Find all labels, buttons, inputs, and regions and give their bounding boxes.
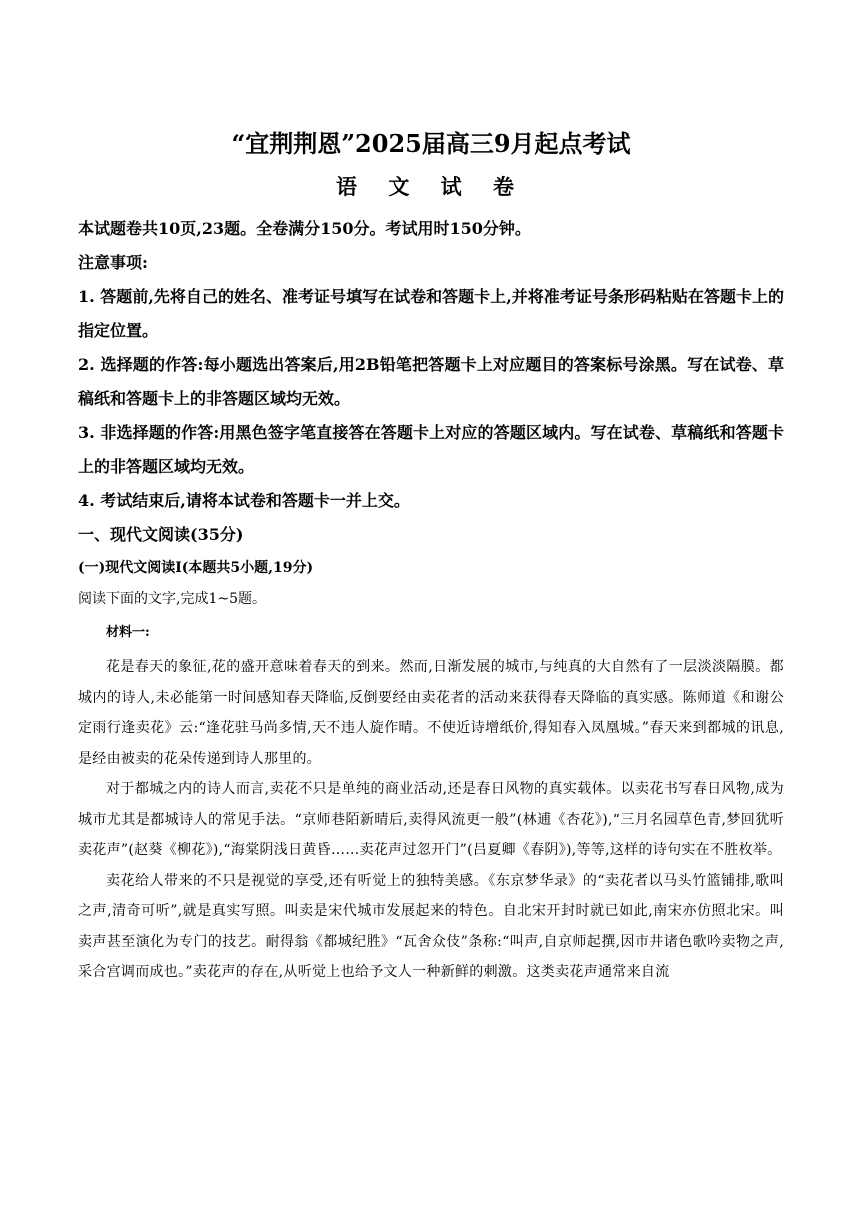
subsection-heading: (一)现代文阅读Ⅰ(本题共5小题,19分) (78, 560, 314, 576)
exam-subtitle: 语 文 试 卷 (336, 174, 526, 199)
notice-item-3: 3. 非选择题的作答:用黑色签字笔直接答在答题卡上对应的答题区域内。写在试卷、草稿纸和答题卡上的非答题区域均无效。 (78, 423, 784, 476)
exam-title: “宜荆荆恩”2025届高三9月起点考试 (231, 129, 631, 158)
material-label: 材料一: (106, 625, 150, 640)
paragraph-1: 花是春天的象征,花的盛开意味着春天的到来。然而,日渐发展的城市,与纯真的大自然有了一层淡淡隔膜。都城内的诗人,未必能第一时间感知春天降临,反倒要经由卖花者的活动来获得春天降临的真实感。陈师道《和谢公定雨行逢卖花》云:“逢花驻马尚多情,天不违人旋作晴。不使近诗增纸价,得知春入凤凰城。”春天来到都城的讯息,是经由被卖的花朵传递到诗人那里的。 (78, 659, 784, 767)
notice-item-2: 2. 选择题的作答:每小题选出答案后,用2B铅笔把答题卡上对应题目的答案标号涂黑。写在试卷、草稿纸和答题卡上的非答题区域均无效。 (78, 355, 784, 408)
notice-item-4: 4. 考试结束后,请将本试卷和答题卡一并上交。 (78, 491, 410, 510)
notice-item-1: 1. 答题前,先将自己的姓名、准考证号填写在试卷和答题卡上,并将准考证号条形码粘贴在答题卡上的指定位置。 (78, 287, 784, 340)
exam-intro: 本试题卷共10页,23题。全卷满分150分。考试用时150分钟。 (78, 219, 531, 238)
notice-heading: 注意事项: (78, 253, 148, 272)
paragraph-3: 卖花给人带来的不只是视觉的享受,还有听觉上的独特美感。《东京梦华录》的“卖花者以马头竹篮铺排,歌叫之声,清奇可听”,就是真实写照。叫卖是宋代城市发展起来的特色。自北宋开封时就已如此,南宋亦仿照北宋。叫卖声甚至演化为专门的技艺。耐得翁《都城纪胜》“瓦舍众伎”条称:“叫声,自京师起撰,因市井诸色歌吟卖物之声,采合宫调而成也。”卖花声的存在,从听觉上也给予文人一种新鲜的刺激。这类卖花声通常来自流 (78, 872, 784, 980)
document-page (78, 128, 784, 988)
paragraph-2: 对于都城之内的诗人而言,卖花不只是单纯的商业活动,还是春日风物的真实载体。以卖花书写春日风物,成为城市尤其是都城诗人的常见手法。“京师巷陌新晴后,卖得风流更一般”(林逋《杏花》),“三月名园草色青,梦回犹听卖花声”(赵葵《柳花》),“海棠阴浅日黄昏……卖花声过忽开门”(吕夏卿《春阴》),等等,这样的诗句实在不胜枚举。 (78, 781, 784, 858)
reading-instruction: 阅读下面的文字,完成1~5题。 (78, 591, 266, 607)
section-heading: 一、现代文阅读(35分) (78, 525, 244, 544)
